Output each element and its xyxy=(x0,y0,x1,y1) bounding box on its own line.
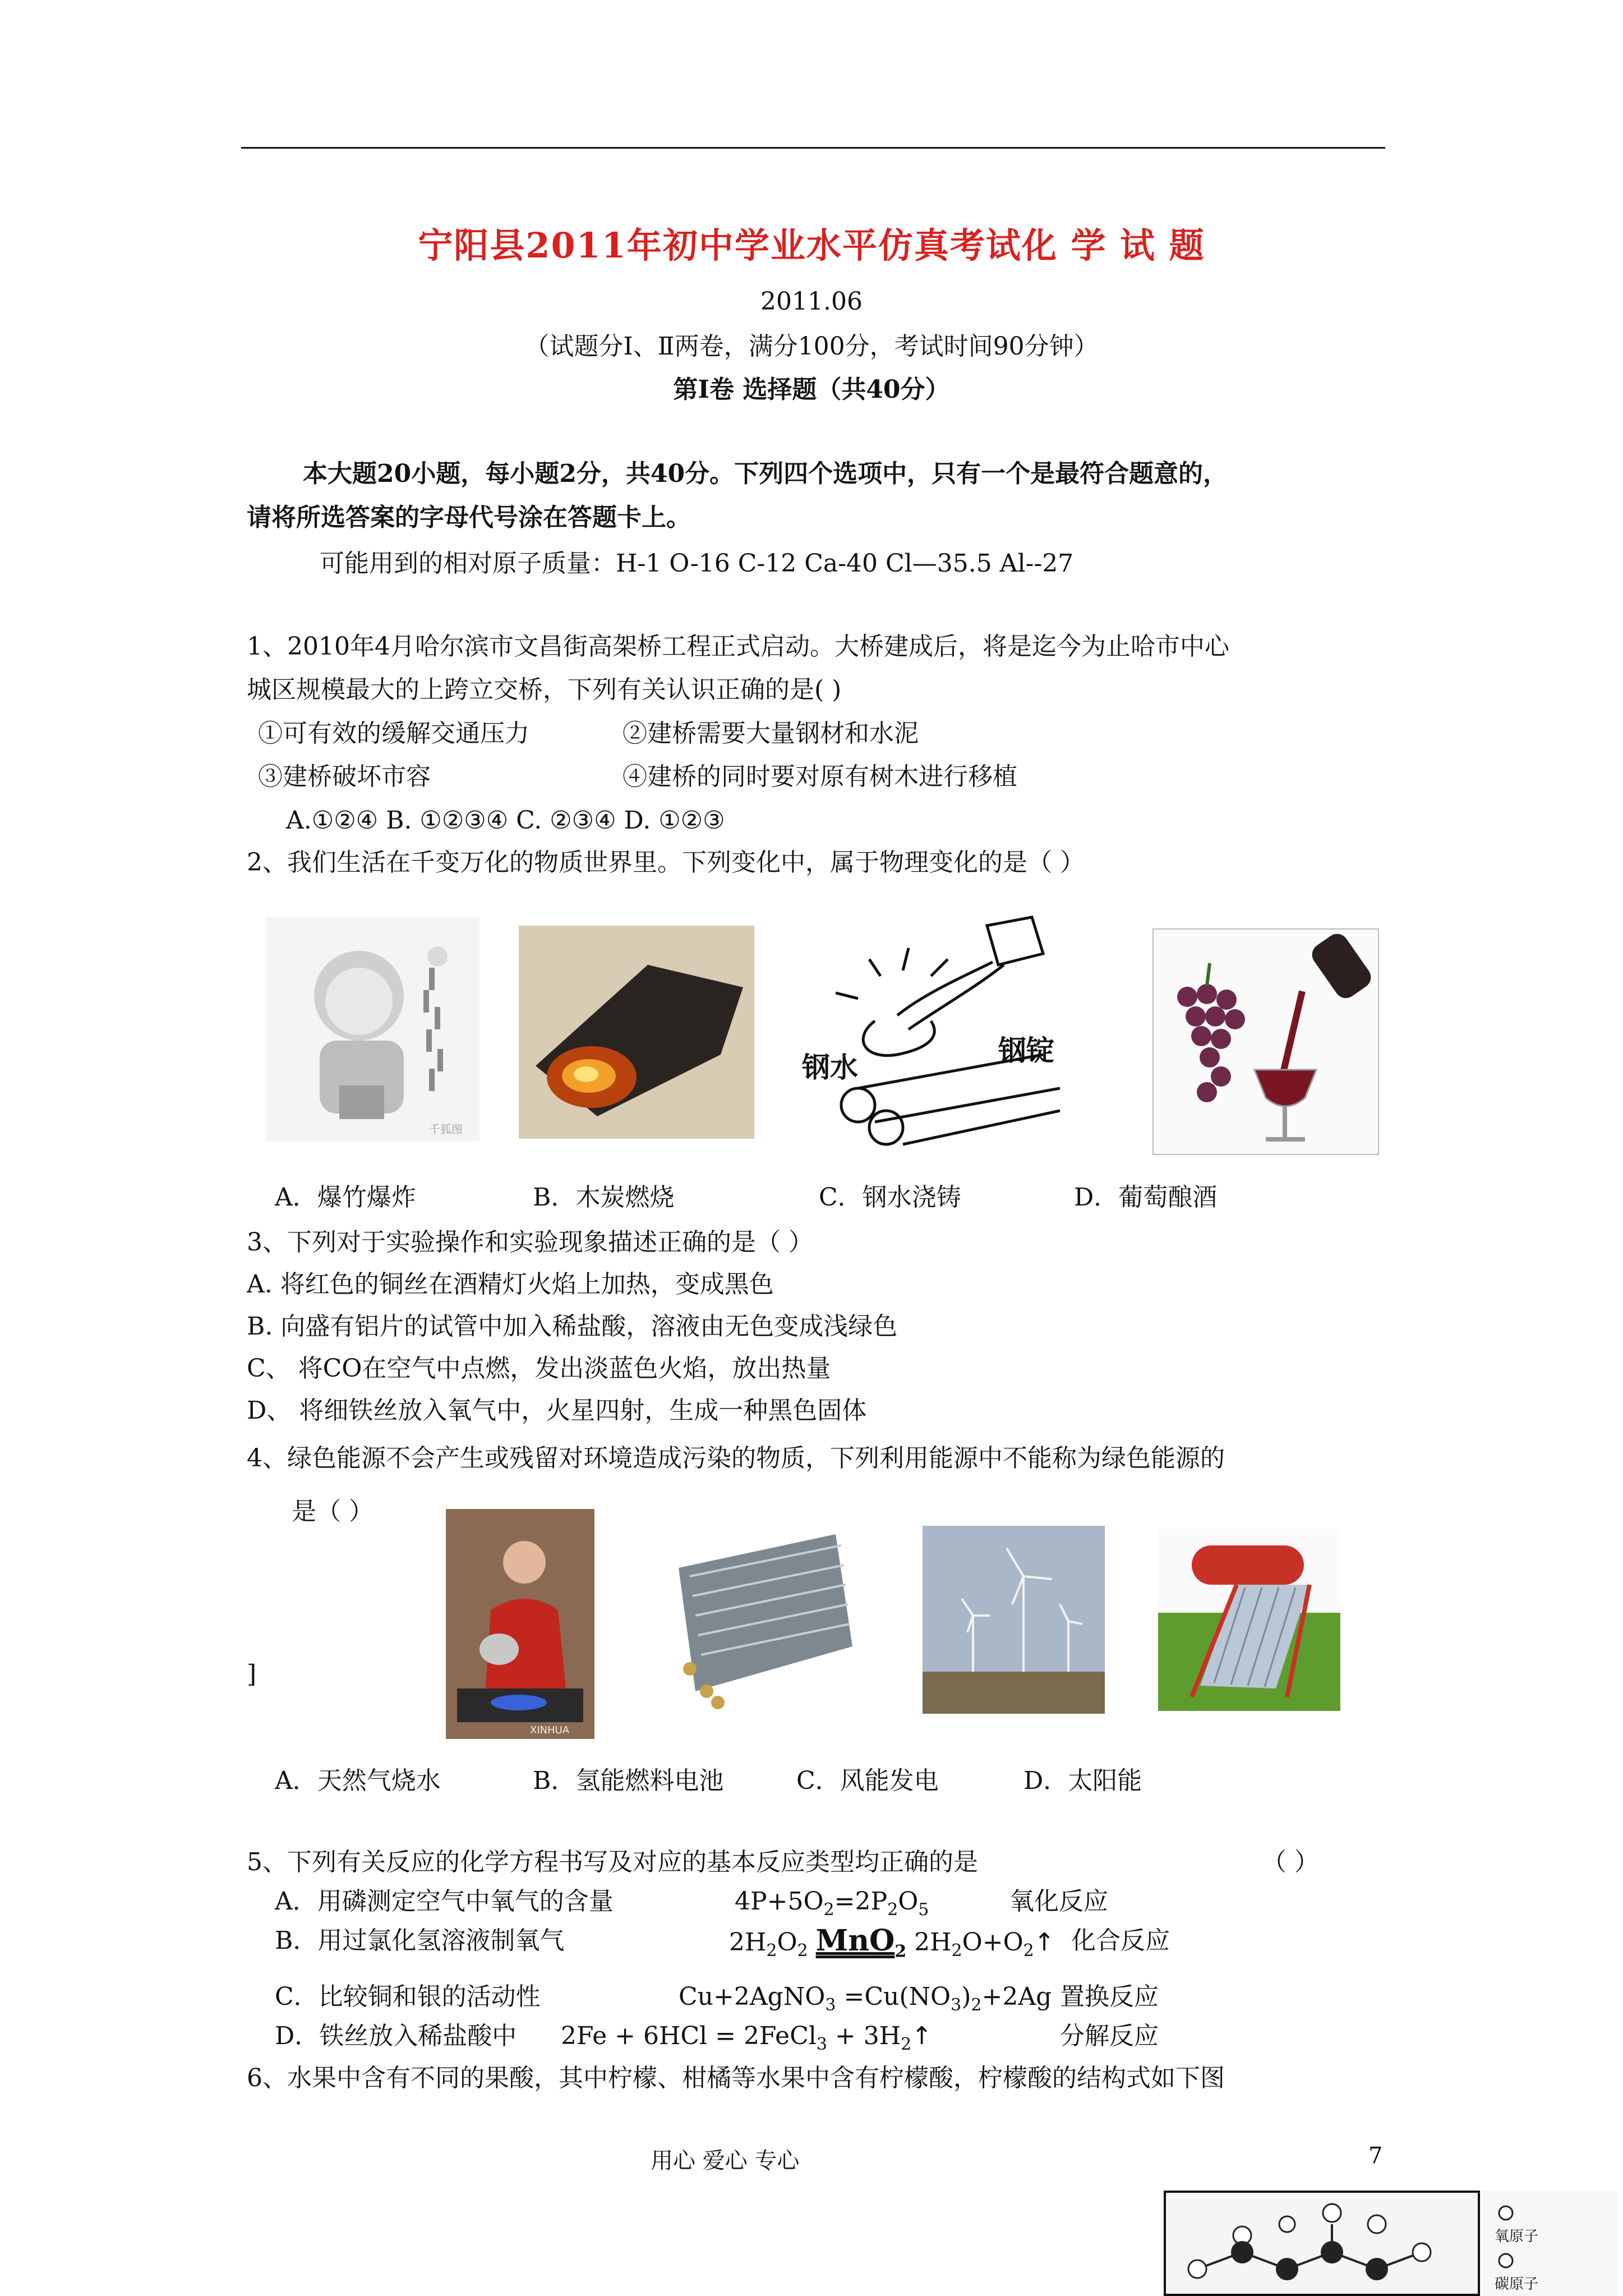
section-title: 第Ⅰ卷 选择题（共40分） xyxy=(673,375,950,404)
q5-answer-paren: （ ） xyxy=(1262,1848,1319,1876)
q5-a-label: A．用磷测定空气中氧气的含量 xyxy=(275,1887,614,1916)
catalyst-sub: 2 xyxy=(895,1941,907,1962)
label-steel-ingot: 钢锭 xyxy=(998,1034,1054,1067)
q6-stem: 6、水果中含有不同的果酸，其中柠檬、柑橘等水果中含有柠檬酸，柠檬酸的结构式如下图 xyxy=(247,2064,1225,2092)
q2-option-a: A．爆竹爆炸 xyxy=(275,1183,416,1212)
firecracker-watermark: 千狐图 xyxy=(429,1122,463,1136)
instructions-line2: 请将所选答案的字母代号涂在答题卡上。 xyxy=(247,503,691,532)
q5-c-label: C．比较铜和银的活动性 xyxy=(275,1982,541,2011)
gas-stove-image xyxy=(446,1509,594,1739)
instructions-line1: 本大题20小题，每小题2分，共40分。下列四个选项中，只有一个是最符合题意的， xyxy=(303,459,1228,488)
page-number: 7 xyxy=(1368,2143,1383,2169)
q2-option-c: C．钢水浇铸 xyxy=(819,1183,961,1212)
label-steel-water: 钢水 xyxy=(802,1051,858,1084)
q5-b-label: B．用过氯化氢溶液制氧气 xyxy=(275,1926,565,1955)
q5-a-type: 氧化反应 xyxy=(1009,1887,1108,1916)
q3-option-a: A. 将红色的铜丝在酒精灯火焰上加热，变成黑色 xyxy=(247,1270,774,1299)
q5-d-type: 分解反应 xyxy=(1060,2022,1159,2050)
footer-motto: 用心 爱心 专心 xyxy=(651,2148,800,2174)
burning-charcoal-image xyxy=(519,926,754,1139)
q3-option-c: C、 将CO在空气中点燃，发出淡蓝色火焰，放出热量 xyxy=(247,1354,831,1383)
q5-c-type: 置换反应 xyxy=(1060,1982,1159,2011)
q4-line1: 4、绿色能源不会产生或残留对环境造成污染的物质，下列利用能源中不能称为绿色能源的 xyxy=(247,1444,1225,1473)
wind-power-image xyxy=(923,1526,1105,1714)
q3-stem: 3、下列对于实验操作和实验现象描述正确的是（ ） xyxy=(247,1228,813,1257)
q1-statement-3: ③建桥破坏市容 xyxy=(258,762,431,791)
q5-c-equation: Cu+2AgNO$_3$ $=Cu(NO_3)_2+2Ag$ xyxy=(679,1982,1052,2015)
q5-d-equation: 2Fe + 6HCl = 2FeCl$_3$ + $3H_2↑$ xyxy=(561,2022,933,2054)
exam-date: 2011.06 xyxy=(760,287,863,316)
legend-carbon: 碳原子 xyxy=(1495,2276,1539,2293)
atomic-masses: 可能用到的相对原子质量：H-1 O-16 C-12 Ca-40 Cl—35.5 Al--27 xyxy=(320,549,1074,578)
q1-options: A.①②④ B. ①②③④ C. ②③④ D. ①②③ xyxy=(286,806,725,835)
q4-bracket: ] xyxy=(247,1660,257,1688)
q3-option-d: D、 将细铁丝放入氧气中，火星四射，生成一种黑色固体 xyxy=(247,1396,867,1425)
citric-acid-structure xyxy=(1164,2191,1618,2296)
steel-casting-image xyxy=(796,909,1077,1150)
q4-option-a: A．天然气烧水 xyxy=(275,1766,441,1795)
q1-statement-4: ④建桥的同时要对原有树木进行移植 xyxy=(623,762,1017,791)
q1-line1: 1、2010年4月哈尔滨市文昌街高架桥工程正式启动。大桥建成后，将是迄今为止哈市中心 xyxy=(247,632,1229,661)
q4-option-b: B．氢能燃料电池 xyxy=(533,1766,724,1795)
q5-b-equation: $2H_2O_2$ MnO$_2$ $2H_2O+O_2↑$ xyxy=(729,1924,1055,1962)
fuel-cell-image xyxy=(667,1523,861,1714)
xinhua-watermark: XINHUA xyxy=(530,1724,570,1736)
q1-statement-2: ②建桥需要大量钢材和水泥 xyxy=(623,719,919,748)
grape-wine-image xyxy=(1152,928,1379,1155)
solar-heater-image xyxy=(1158,1529,1340,1711)
q5-a-equation: $4P+5O_2=2P_2O_5$ xyxy=(735,1887,929,1920)
q5-b-type: 化合反应 xyxy=(1071,1926,1170,1955)
q2-option-b: B．木炭燃烧 xyxy=(533,1183,675,1212)
q5-stem: 5、下列有关反应的化学方程书写及对应的基本反应类型均正确的是 xyxy=(247,1848,978,1876)
exam-note: （试题分Ⅰ、Ⅱ两卷，满分100分，考试时间90分钟） xyxy=(524,332,1099,361)
q2-stem: 2、我们生活在千变万化的物质世界里。下列变化中，属于物理变化的是（ ） xyxy=(247,848,1085,877)
q4-option-d: D．太阳能 xyxy=(1023,1766,1142,1795)
q2-option-d: D．葡萄酿酒 xyxy=(1074,1183,1218,1212)
header-rule xyxy=(241,147,1385,149)
q1-statement-1: ①可有效的缓解交通压力 xyxy=(258,719,529,748)
q4-line2: 是（ ） xyxy=(292,1497,374,1526)
catalyst: MnO xyxy=(815,1924,895,1958)
firecracker-image xyxy=(266,917,479,1142)
q3-option-b: B. 向盛有铝片的试管中加入稀盐酸，溶液由无色变成浅绿色 xyxy=(247,1312,898,1341)
exam-title: 宁阳县2011年初中学业水平仿真考试化 学 试 题 xyxy=(418,225,1205,266)
legend-oxygen: 氧原子 xyxy=(1495,2228,1539,2245)
q5-d-label: D．铁丝放入稀盐酸中 xyxy=(275,2022,517,2050)
q4-option-c: C．风能发电 xyxy=(796,1766,939,1795)
q1-line2: 城区规模最大的上跨立交桥，下列有关认识正确的是( ) xyxy=(247,675,842,704)
